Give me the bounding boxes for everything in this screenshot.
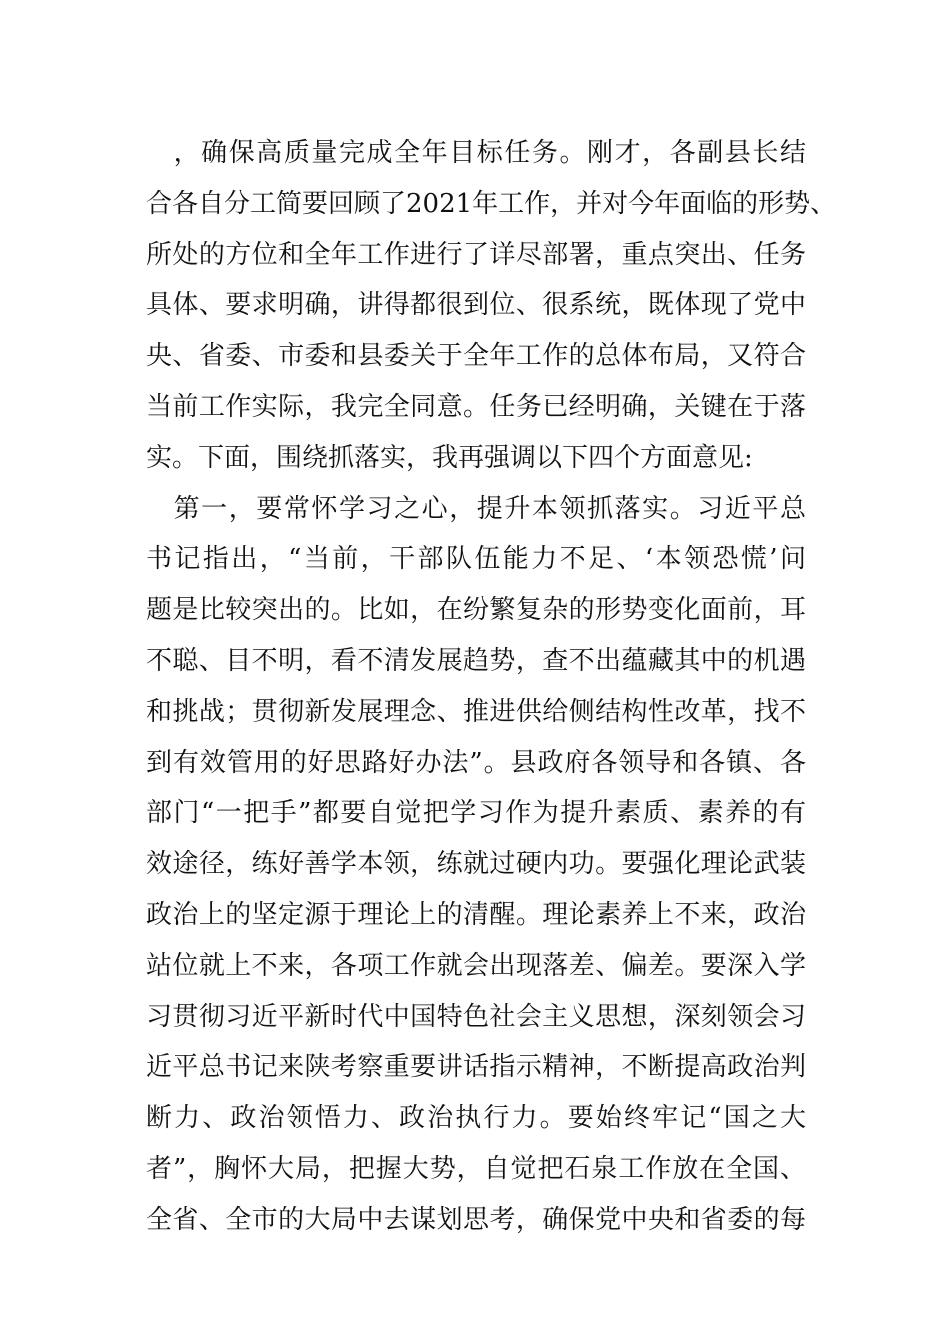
text-line: 合各自分工简要回顾了2021年工作，并对今年面临的形势、 xyxy=(146,188,837,219)
text-line: ，确保高质量完成全年目标任务。刚才，各副县长结 xyxy=(146,138,806,168)
text-line: 央、省委、市委和县委关于全年工作的总体布局，又符合 xyxy=(146,341,806,372)
text-line: 全省、全市的大局中去谋划思考，确保党中央和省委的每 xyxy=(146,1204,806,1235)
text-line: 部门“一把手”都要自觉把学习作为提升素质、素养的有 xyxy=(146,798,806,829)
text-line: 政治上的坚定源于理论上的清醒。理论素养上不来，政治 xyxy=(146,899,806,930)
text-line: 题是比较突出的。比如，在纷繁复杂的形势变化面前，耳 xyxy=(146,595,806,626)
text-line: 断力、政治领悟力、政治执行力。要始终牢记“国之大 xyxy=(146,1103,806,1134)
text-line: 者”，胸怀大局，把握大势，自觉把石泉工作放在全国、 xyxy=(146,1153,806,1184)
text-line: 到有效管用的好思路好办法”。县政府各领导和各镇、各 xyxy=(146,747,806,778)
text-line: 和挑战；贯彻新发展理念、推进供给侧结构性改革，找不 xyxy=(146,696,806,727)
text-line: 近平总书记来陕考察重要讲话指示精神，不断提高政治判 xyxy=(146,1052,806,1083)
text-line: 第一，要常怀学习之心，提升本领抓落实。习近平总 xyxy=(146,493,806,524)
text-line: 实。下面，围绕抓落实，我再强调以下四个方面意见: xyxy=(146,442,753,473)
text-line: 不聪、目不明，看不清发展趋势，查不出蕴藏其中的机遇 xyxy=(146,645,806,676)
text-line: 所处的方位和全年工作进行了详尽部署，重点突出、任务 xyxy=(146,239,806,270)
text-line: 具体、要求明确，讲得都很到位、很系统，既体现了党中 xyxy=(146,290,806,321)
text-line: 效途径，练好善学本领，练就过硬内功。要强化理论武装 xyxy=(146,849,806,880)
text-line: 当前工作实际，我完全同意。任务已经明确，关键在于落 xyxy=(146,391,806,422)
text-line: 书记指出，“当前，干部队伍能力不足、‘本领恐慌’问 xyxy=(146,544,806,575)
body-text xyxy=(146,128,837,1246)
text-line: 站位就上不来，各项工作就会出现落差、偏差。要深入学 xyxy=(146,950,806,981)
text-line: 习贯彻习近平新时代中国特色社会主义思想，深刻领会习 xyxy=(146,1001,806,1032)
